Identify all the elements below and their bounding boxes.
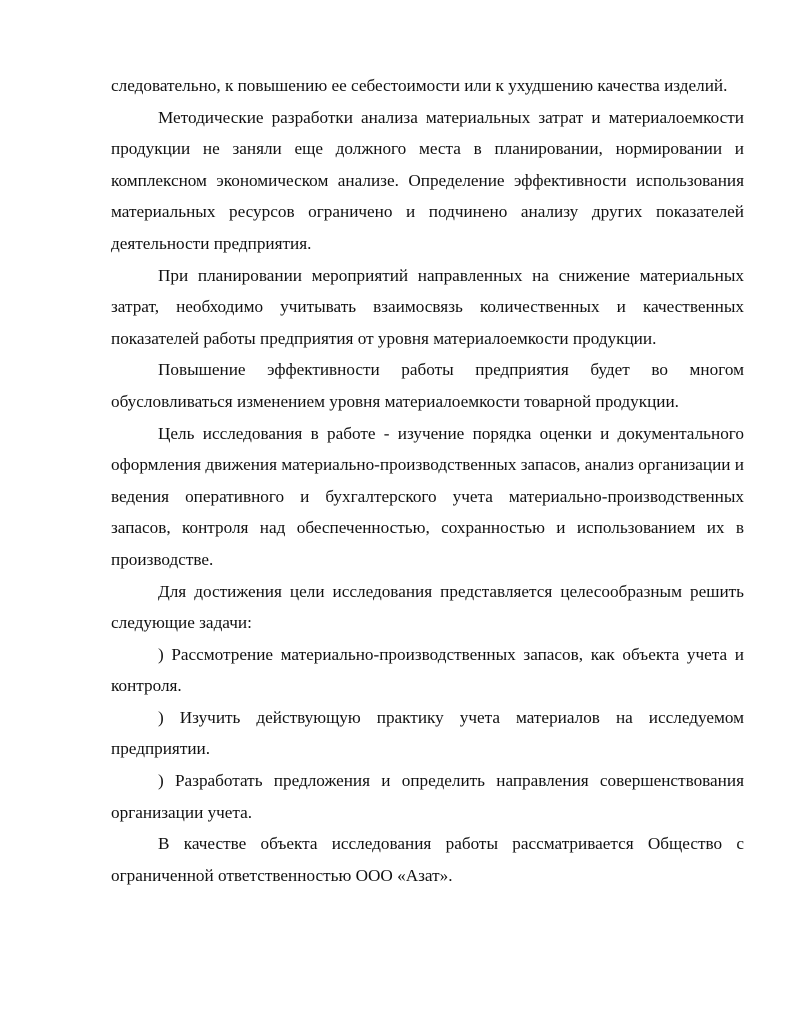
task-item-1: ) Рассмотрение материально-производственных запасов, как объекта учета и контроля.: [111, 644, 744, 696]
paragraph-tasks-intro: Для достижения цели исследования представляется целесообразным решить следующие задачи:: [111, 581, 744, 633]
paragraph-planning: При планировании мероприятий направленных на снижение материальных затрат, необходимо учитывать взаимосвязь количественных и качественных показателей работы предприятия от уровня материалоемкости продукции.: [111, 265, 744, 348]
paragraph-research-goal: Цель исследования в работе - изучение порядка оценки и документального оформления движения материально-производственных запасов, анализ организации и ведения оперативного и бухгалтерского учета материально-производственных запасов, контроля над обеспеченностью, сохранностью и использованием их в производстве.: [111, 423, 744, 569]
paragraph-methodology: Методические разработки анализа материальных затрат и материалоемкости продукции не заняли еще должного места в планировании, нормировании и комплексном экономическом анализе. Определение эффективности использования материальных ресурсов ограничено и подчинено анализу других показателей деятельности предприятия.: [111, 107, 744, 253]
paragraph-efficiency: Повышение эффективности работы предприятия будет во многом обусловливаться изменением уровня материалоемкости товарной продукции.: [111, 360, 744, 411]
paragraph-continuation: следовательно, к повышению ее себестоимости или к ухудшению качества изделий.: [111, 76, 728, 95]
document-page: [111, 70, 744, 891]
task-item-3: ) Разработать предложения и определить направления совершенствования организации учета.: [111, 771, 744, 822]
paragraph-research-object: В качестве объекта исследования работы рассматривается Общество с ограниченной ответственностью ООО «Азат».: [111, 834, 744, 885]
task-item-2: ) Изучить действующую практику учета материалов на исследуемом предприятии.: [111, 707, 744, 759]
